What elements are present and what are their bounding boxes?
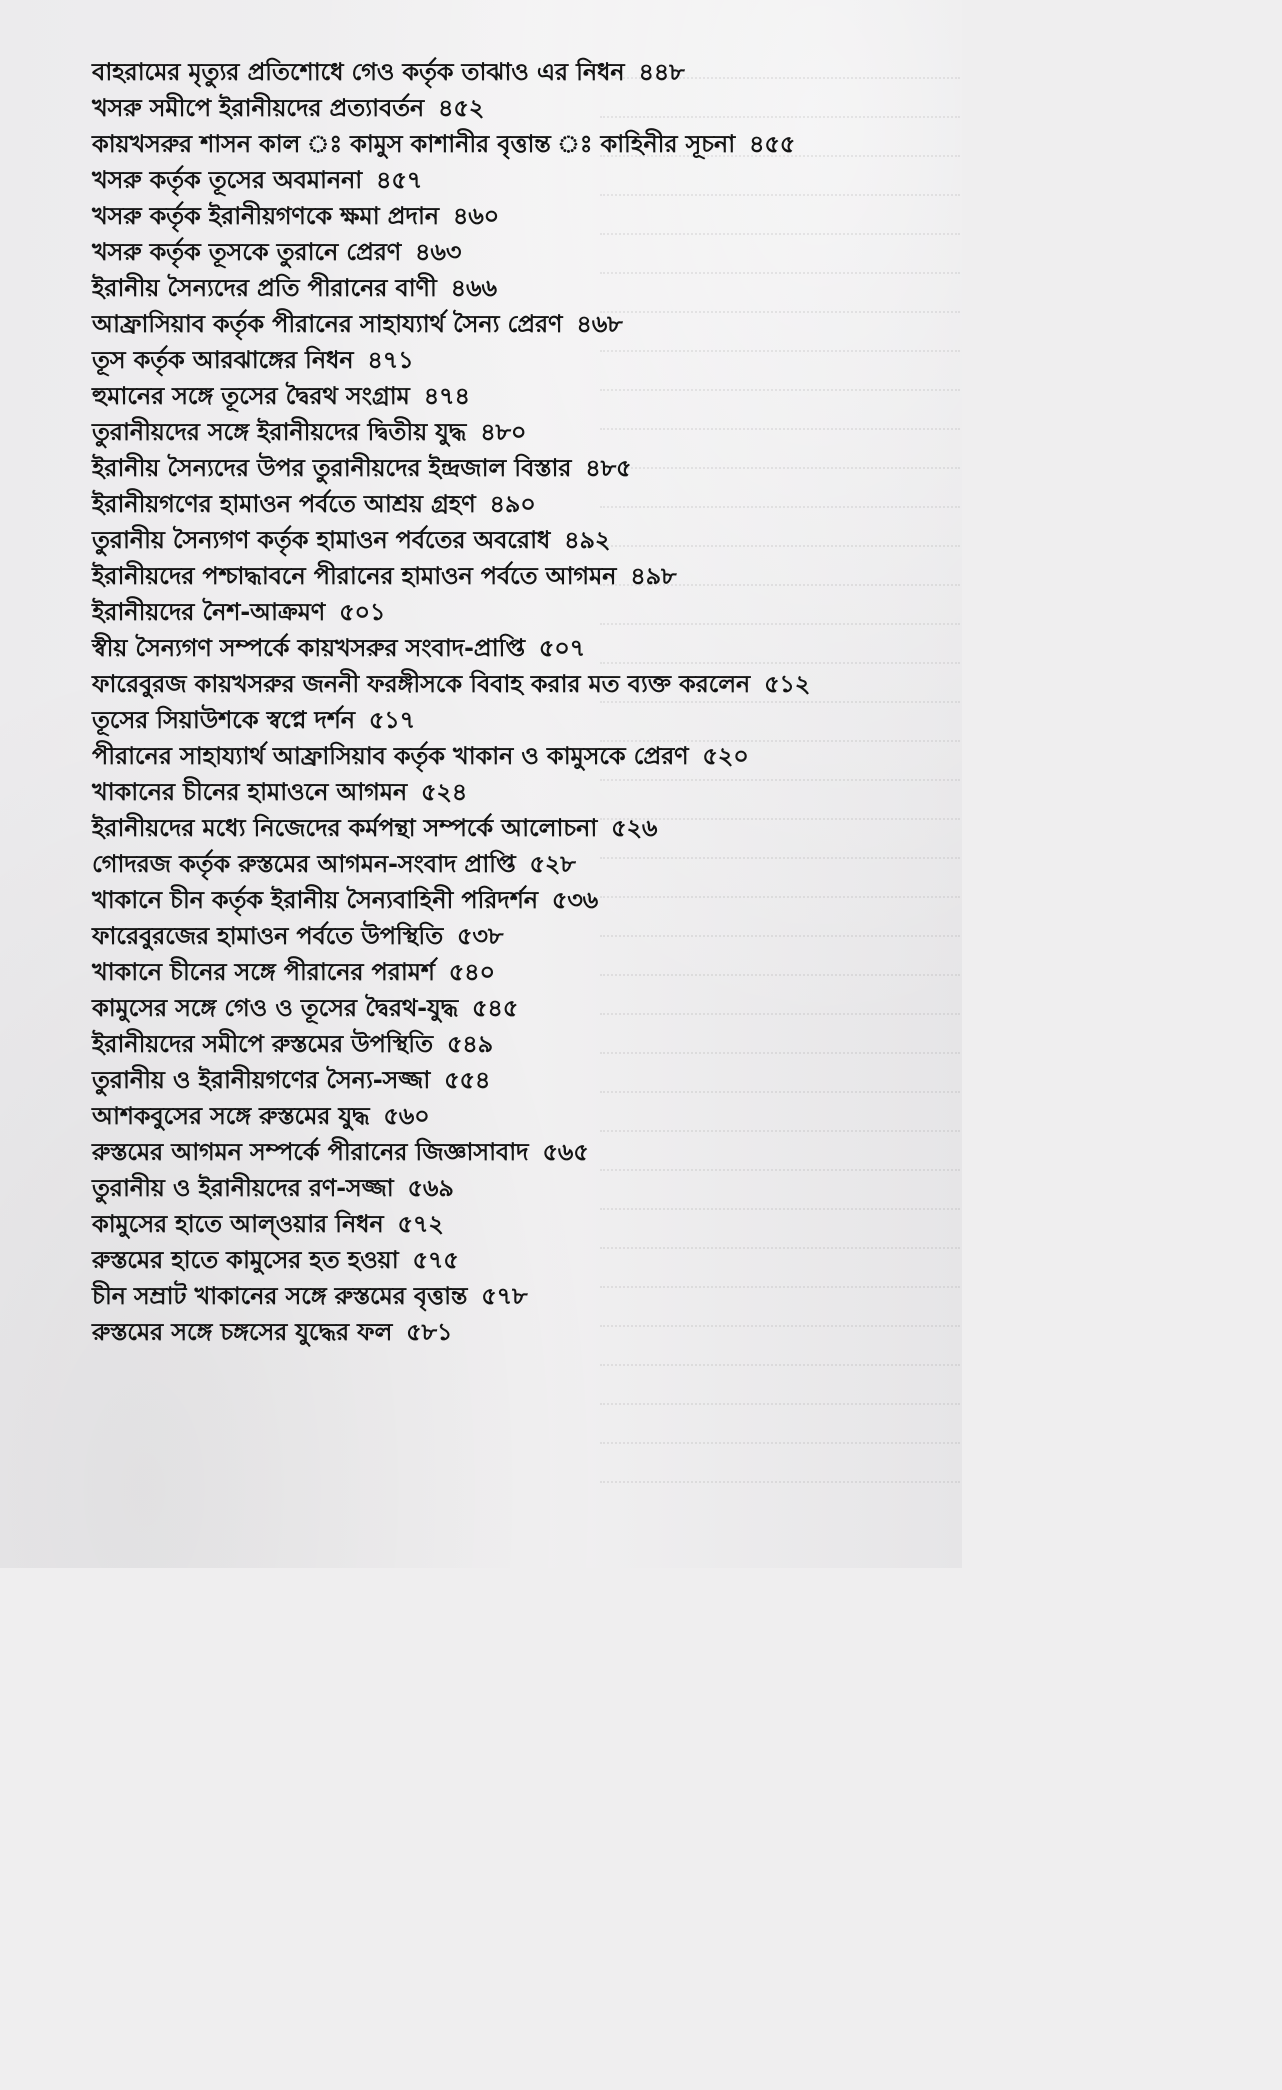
toc-entry-page-number: ৫৭২ (397, 1210, 444, 1238)
toc-entry-page-number: ৫২৪ (420, 778, 468, 806)
toc-entry-title: তূস কর্তৃক আরঝাঙ্গের নিধন (92, 346, 354, 374)
toc-entry-title: চীন সম্রাট খাকানের সঙ্গে রুস্তমের বৃত্তান্ত (92, 1282, 468, 1310)
toc-entry (92, 810, 932, 846)
toc-entry (92, 342, 932, 378)
toc-entry (92, 1026, 932, 1062)
bleed-through-line (600, 1405, 960, 1444)
toc-entry (92, 666, 932, 702)
toc-entry-title: রুস্তমের সঙ্গে চঙ্গসের যুদ্ধের ফল (92, 1318, 393, 1346)
toc-entry-title: খসরু কর্তৃক তূসের অবমাননা (92, 166, 363, 194)
toc-entry-title: তুরানীয় সৈন্যগণ কর্তৃক হামাওন পর্বতের অবরোধ (92, 526, 551, 554)
toc-entry (92, 522, 932, 558)
toc-entry (92, 198, 932, 234)
toc-entry-page-number: ৫০১ (339, 598, 386, 626)
toc-entry (92, 162, 932, 198)
toc-entry-title: হুমানের সঙ্গে তূসের দ্বৈরথ সংগ্রাম (92, 382, 410, 410)
toc-entry (92, 414, 932, 450)
toc-entry-page-number: ৫৭৫ (412, 1246, 459, 1274)
toc-entry-page-number: ৪৯৮ (630, 562, 677, 590)
toc-entry-title: তুরানীয় ও ইরানীয়দের রণ-সজ্জা (92, 1174, 394, 1202)
toc-entry-title: আফ্রাসিয়াব কর্তৃক পীরানের সাহায্যার্থ সৈন্য প্রেরণ (92, 310, 563, 338)
toc-entry-title: কামুসের সঙ্গে গেও ও তূসের দ্বৈরথ-যুদ্ধ (92, 994, 458, 1022)
toc-entry-page-number: ৪৮০ (480, 418, 527, 446)
toc-entry-title: ইরানীয়দের মধ্যে নিজেদের কর্মপন্থা সম্পর্কে আলোচনা (92, 814, 598, 842)
toc-entry (92, 702, 932, 738)
toc-entry (92, 594, 932, 630)
toc-entry-title: ইরানীয় সৈন্যদের প্রতি পীরানের বাণী (92, 274, 437, 302)
toc-entry-page-number: ৫৭৮ (481, 1282, 528, 1310)
toc-entry-page-number: ৫০৭ (538, 634, 586, 662)
toc-entry-title: তুরানীয়দের সঙ্গে ইরানীয়দের দ্বিতীয় যুদ্ধ (92, 418, 467, 446)
toc-entry-page-number: ৪৪৮ (638, 58, 685, 86)
toc-entry-page-number: ৫৪০ (448, 958, 495, 986)
toc-entry (92, 918, 932, 954)
toc-entry (92, 558, 932, 594)
bleed-through-line (600, 1366, 960, 1405)
toc-entry-page-number: ৫২৬ (611, 814, 658, 842)
toc-entry-page-number: ৪৭১ (367, 346, 414, 374)
toc-entry-page-number: ৫৪৫ (471, 994, 519, 1022)
toc-entry (92, 90, 932, 126)
toc-entry-title: খাকানের চীনের হামাওনে আগমন (92, 778, 407, 806)
toc-entry-page-number: ৫৩৬ (551, 886, 599, 914)
toc-entry (92, 1278, 932, 1314)
toc-entry-title: ইরানীয়দের পশ্চাদ্ধাবনে পীরানের হামাওন পর্বতে আগমন (92, 562, 617, 590)
toc-entry-title: খসরু কর্তৃক ইরানীয়গণকে ক্ষমা প্রদান (92, 202, 439, 230)
toc-entry-title: ইরানীয়দের সমীপে রুস্তমের উপস্থিতি (92, 1030, 433, 1058)
toc-entry (92, 990, 932, 1026)
toc-entry (92, 306, 932, 342)
toc-entry (92, 1206, 932, 1242)
toc-entry (92, 1170, 932, 1206)
toc-entry (92, 882, 932, 918)
toc-entry-page-number: ৪৫৫ (748, 130, 796, 158)
toc-entry-title: কায়খসরুর শাসন কাল ঃ কামুস কাশানীর বৃত্তান্ত ঃ কাহিনীর সূচনা (92, 130, 735, 158)
toc-entry (92, 1242, 932, 1278)
toc-entry-title: ইরানীয়গণের হামাওন পর্বতে আশ্রয় গ্রহণ (92, 490, 476, 518)
toc-entry-title: রুস্তমের হাতে কামুসের হত হওয়া (92, 1246, 399, 1274)
toc-entry-page-number: ৫৬০ (383, 1102, 430, 1130)
toc-entry (92, 774, 932, 810)
toc-entry (92, 486, 932, 522)
toc-entry-title: পীরানের সাহায্যার্থ আফ্রাসিয়াব কর্তৃক খাকান ও কামুসকে প্রেরণ (92, 742, 689, 770)
toc-entry-title: ইরানীয় সৈন্যদের উপর তুরানীয়দের ইন্দ্রজাল বিস্তার (92, 454, 572, 482)
toc-entry-page-number: ৫২০ (702, 742, 749, 770)
toc-entry-title: আশকবুসের সঙ্গে রুস্তমের যুদ্ধ (92, 1102, 370, 1130)
toc-entry-title: ইরানীয়দের নৈশ-আক্রমণ (92, 598, 326, 626)
toc-entry (92, 378, 932, 414)
toc-entry-title: কামুসের হাতে আল্ওয়ার নিধন (92, 1210, 384, 1238)
toc-entry-page-number: ৪৭৪ (423, 382, 470, 410)
toc-entry-title: তুরানীয় ও ইরানীয়গণের সৈন্য-সজ্জা (92, 1066, 431, 1094)
toc-entry-page-number: ৪৬৩ (415, 238, 462, 266)
bleed-through-line (600, 1444, 960, 1483)
toc-entry-page-number: ৪৬৬ (450, 274, 497, 302)
toc-entry-page-number: ৪৬০ (452, 202, 500, 230)
toc-entry (92, 54, 932, 90)
toc-entry-page-number: ৪৫২ (438, 94, 485, 122)
toc-entry-page-number: ৪৫৭ (376, 166, 423, 194)
toc-entry-title: খাকানে চীন কর্তৃক ইরানীয় সৈন্যবাহিনী পরিদর্শন (92, 886, 538, 914)
toc-entry-title: তূসের সিয়াউশকে স্বপ্নে দর্শন (92, 706, 355, 734)
toc-entry (92, 1314, 932, 1350)
toc-entry (92, 126, 932, 162)
toc-entry-page-number: ৪৯২ (564, 526, 611, 554)
toc-entry (92, 234, 932, 270)
toc-entry-page-number: ৪৬৮ (576, 310, 623, 338)
toc-entry-page-number: ৫২৮ (529, 850, 576, 878)
toc-entry-title: গোদরজ কর্তৃক রুস্তমের আগমন-সংবাদ প্রাপ্তি (92, 850, 516, 878)
toc-entry (92, 1134, 932, 1170)
toc-entry-page-number: ৫১২ (764, 670, 811, 698)
table-of-contents (92, 54, 932, 1350)
toc-entry-title: ফারেবুরজের হামাওন পর্বতে উপস্থিতি (92, 922, 444, 950)
toc-entry (92, 738, 932, 774)
toc-entry-title: খাকানে চীনের সঙ্গে পীরানের পরামর্শ (92, 958, 435, 986)
toc-entry (92, 270, 932, 306)
toc-entry-page-number: ৫৫৪ (444, 1066, 491, 1094)
toc-entry-page-number: ৪৮৫ (585, 454, 632, 482)
toc-entry-page-number: ৫৬৫ (542, 1138, 589, 1166)
toc-entry-page-number: ৫৮১ (406, 1318, 453, 1346)
toc-entry (92, 630, 932, 666)
toc-entry-title: ফারেবুরজ কায়খসরুর জননী ফরঙ্গীসকে বিবাহ করার মত ব্যক্ত করলেন (92, 670, 751, 698)
toc-entry-title: রুস্তমের আগমন সম্পর্কে পীরানের জিজ্ঞাসাবাদ (92, 1138, 529, 1166)
toc-entry (92, 450, 932, 486)
toc-entry (92, 846, 932, 882)
toc-entry (92, 954, 932, 990)
toc-entry-page-number: ৫৪৯ (446, 1030, 494, 1058)
toc-entry-page-number: ৫৩৮ (457, 922, 504, 950)
toc-entry-title: খসরু কর্তৃক তূসকে তুরানে প্রেরণ (92, 238, 402, 266)
toc-entry-page-number: ৫১৭ (368, 706, 416, 734)
toc-entry (92, 1098, 932, 1134)
toc-entry-page-number: ৪৯০ (489, 490, 536, 518)
toc-entry-title: খসরু সমীপে ইরানীয়দের প্রত্যাবর্তন (92, 94, 425, 122)
toc-entry-title: বাহরামের মৃত্যুর প্রতিশোধে গেও কর্তৃক তাঝাও এর নিধন (92, 58, 625, 86)
toc-entry-title: স্বীয় সৈন্যগণ সম্পর্কে কায়খসরুর সংবাদ-প্রাপ্তি (92, 634, 525, 662)
toc-entry-page-number: ৫৬৯ (407, 1174, 454, 1202)
toc-entry (92, 1062, 932, 1098)
